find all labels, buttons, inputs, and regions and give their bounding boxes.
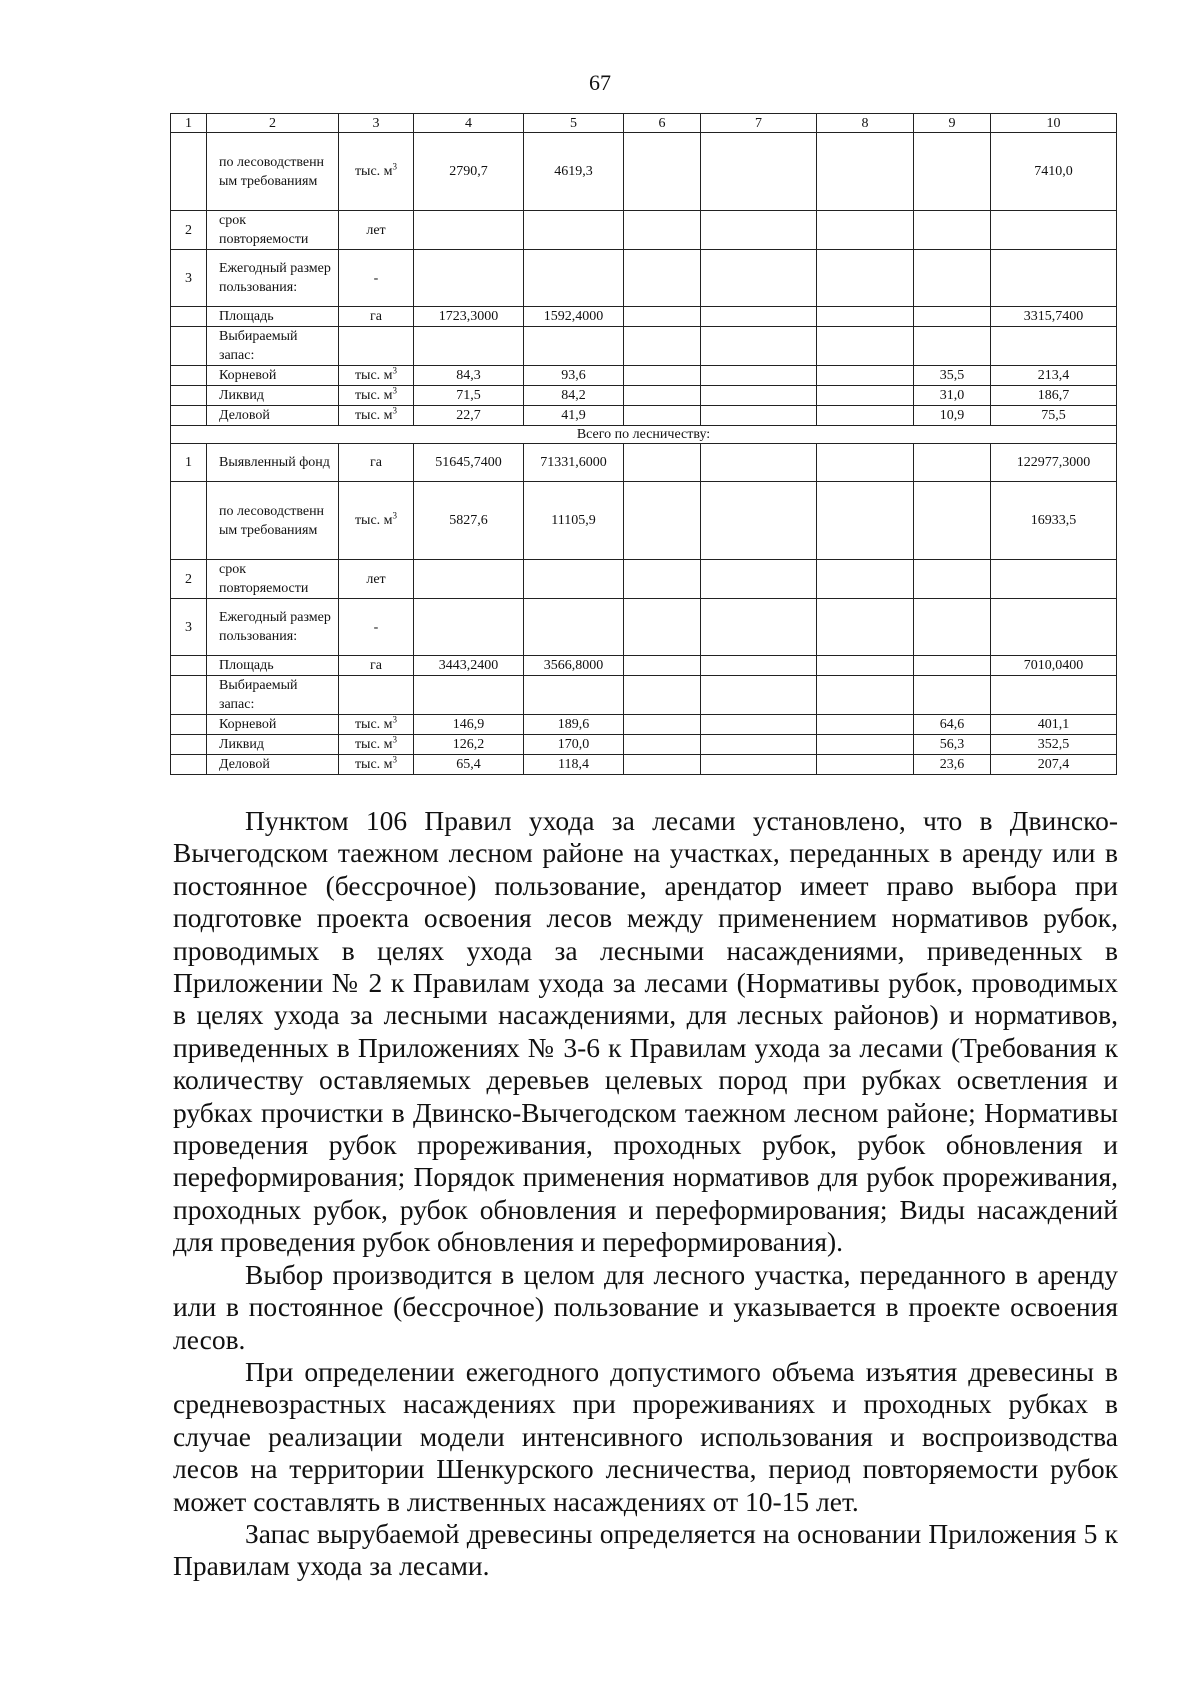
empty-cell-col6 [624, 676, 701, 715]
value-cell-col5: 170,0 [524, 735, 624, 755]
value-cell-col10 [991, 676, 1117, 715]
empty-cell-col7 [701, 755, 817, 775]
unit-cell [339, 482, 414, 560]
empty-cell-col7 [701, 211, 817, 250]
empty-cell-col8 [817, 406, 914, 426]
indicator-name-cell: по лесоводственн ым требованиям [207, 133, 339, 211]
row-number-cell: 2 [171, 560, 207, 599]
value-cell-col4: 3443,2400 [414, 656, 524, 676]
body-text [173, 805, 1118, 1583]
unit-text: - [373, 270, 379, 286]
value-cell-col9 [914, 327, 991, 366]
indicator-name-cell: Ликвид [207, 735, 339, 755]
value-cell-col10: 122977,3000 [991, 444, 1117, 482]
unit-cell [339, 211, 414, 250]
value-cell-col4: 51645,7400 [414, 444, 524, 482]
row-number-cell [171, 676, 207, 715]
row-number-cell [171, 755, 207, 775]
empty-cell-col6 [624, 386, 701, 406]
value-cell-col10: 75,5 [991, 406, 1117, 426]
empty-cell-col7 [701, 444, 817, 482]
indicator-name-cell: Площадь [207, 307, 339, 327]
value-cell-col9 [914, 211, 991, 250]
empty-cell-col8 [817, 676, 914, 715]
empty-cell-col7 [701, 656, 817, 676]
header-cell-4: 4 [414, 114, 524, 133]
unit-text: лет [366, 222, 386, 238]
value-cell-col4: 5827,6 [414, 482, 524, 560]
empty-cell-col7 [701, 307, 817, 327]
value-cell-col5 [524, 250, 624, 307]
value-cell-col5: 71331,6000 [524, 444, 624, 482]
empty-cell-col6 [624, 735, 701, 755]
empty-cell-col7 [701, 366, 817, 386]
empty-cell-col8 [817, 599, 914, 656]
empty-cell-col6 [624, 482, 701, 560]
table-row [171, 366, 1117, 386]
table-row [171, 656, 1117, 676]
header-cell-8: 8 [817, 114, 914, 133]
value-cell-col9 [914, 133, 991, 211]
unit-cell [339, 444, 414, 482]
empty-cell-col8 [817, 656, 914, 676]
empty-cell-col6 [624, 366, 701, 386]
table-row [171, 676, 1117, 715]
unit-superscript: 3 [392, 714, 398, 725]
row-number-cell [171, 715, 207, 735]
row-number-cell: 3 [171, 250, 207, 307]
header-cell-9: 9 [914, 114, 991, 133]
unit-text: тыс. м [354, 757, 393, 772]
table-row [171, 307, 1117, 327]
unit-cell [339, 133, 414, 211]
indicator-name-cell: Ежегодный размер пользования: [207, 599, 339, 656]
value-cell-col10 [991, 250, 1117, 307]
unit-cell [339, 406, 414, 426]
value-cell-col4: 22,7 [414, 406, 524, 426]
value-cell-col9 [914, 560, 991, 599]
empty-cell-col6 [624, 307, 701, 327]
empty-cell-col8 [817, 444, 914, 482]
table-row [171, 327, 1117, 366]
unit-cell [339, 755, 414, 775]
row-number-cell [171, 386, 207, 406]
table-row [171, 133, 1117, 211]
forest-use-table [170, 113, 1116, 775]
value-cell-col5 [524, 560, 624, 599]
value-cell-col10: 3315,7400 [991, 307, 1117, 327]
indicator-name-cell: Корневой [207, 715, 339, 735]
value-cell-col10: 16933,5 [991, 482, 1117, 560]
value-cell-col9 [914, 482, 991, 560]
header-cell-2: 2 [207, 114, 339, 133]
value-cell-col5 [524, 327, 624, 366]
value-cell-col9: 23,6 [914, 755, 991, 775]
empty-cell-col6 [624, 406, 701, 426]
value-cell-col9 [914, 656, 991, 676]
table-row [171, 735, 1117, 755]
empty-cell-col6 [624, 327, 701, 366]
value-cell-col10 [991, 560, 1117, 599]
header-cell-5: 5 [524, 114, 624, 133]
empty-cell-col8 [817, 735, 914, 755]
row-number-cell: 3 [171, 599, 207, 656]
value-cell-col9 [914, 444, 991, 482]
unit-text: га [370, 455, 382, 470]
value-cell-col10 [991, 599, 1117, 656]
empty-cell-col6 [624, 656, 701, 676]
unit-superscript: 3 [392, 365, 398, 376]
unit-superscript: 3 [392, 405, 398, 416]
empty-cell-col8 [817, 133, 914, 211]
empty-cell-col7 [701, 676, 817, 715]
value-cell-col4 [414, 327, 524, 366]
unit-text: тыс. м [354, 368, 393, 383]
indicator-name-cell: Ежегодный размер пользования: [207, 250, 339, 307]
table-header-row [171, 114, 1117, 133]
value-cell-col9: 10,9 [914, 406, 991, 426]
section-row [171, 426, 1117, 444]
indicator-name-cell: Площадь [207, 656, 339, 676]
value-cell-col4: 1723,3000 [414, 307, 524, 327]
row-number-cell [171, 482, 207, 560]
value-cell-col5: 11105,9 [524, 482, 624, 560]
empty-cell-col6 [624, 133, 701, 211]
value-cell-col9: 64,6 [914, 715, 991, 735]
value-cell-col4 [414, 560, 524, 599]
value-cell-col5 [524, 676, 624, 715]
empty-cell-col7 [701, 133, 817, 211]
table-row [171, 482, 1117, 560]
value-cell-col4 [414, 599, 524, 656]
value-cell-col4 [414, 211, 524, 250]
empty-cell-col7 [701, 327, 817, 366]
page-number: 67 [589, 70, 611, 95]
unit-text: тыс. м [354, 164, 393, 179]
value-cell-col5: 93,6 [524, 366, 624, 386]
unit-text: тыс. м [354, 737, 393, 752]
row-number-cell [171, 656, 207, 676]
row-number-cell [171, 133, 207, 211]
empty-cell-col8 [817, 307, 914, 327]
table-row [171, 755, 1117, 775]
indicator-name-cell: Деловой [207, 755, 339, 775]
value-cell-col4: 84,3 [414, 366, 524, 386]
empty-cell-col8 [817, 366, 914, 386]
value-cell-col5: 41,9 [524, 406, 624, 426]
empty-cell-col8 [817, 250, 914, 307]
empty-cell-col7 [701, 386, 817, 406]
value-cell-col10 [991, 211, 1117, 250]
value-cell-col9 [914, 307, 991, 327]
empty-cell-col6 [624, 599, 701, 656]
unit-text: тыс. м [354, 717, 393, 732]
unit-text: га [370, 658, 382, 673]
indicator-name-cell: Корневой [207, 366, 339, 386]
value-cell-col5: 3566,8000 [524, 656, 624, 676]
value-cell-col9 [914, 599, 991, 656]
empty-cell-col7 [701, 715, 817, 735]
empty-cell-col6 [624, 715, 701, 735]
empty-cell-col8 [817, 386, 914, 406]
empty-cell-col7 [701, 560, 817, 599]
value-cell-col5: 84,2 [524, 386, 624, 406]
paragraph: Выбор производится в целом для лесного участка, переданного в аренду или в постоянное (бессрочное) пользование и указывается в проекте освоения лесов. [173, 1258, 1118, 1355]
table-row [171, 386, 1117, 406]
value-cell-col9 [914, 676, 991, 715]
value-cell-col10: 213,4 [991, 366, 1117, 386]
unit-superscript: 3 [392, 734, 398, 745]
paragraph: Запас вырубаемой древесины определяется на основании Приложения 5 к Правилам ухода за лесами. [173, 1517, 1118, 1582]
table-row [171, 211, 1117, 250]
table-row [171, 406, 1117, 426]
row-number-cell [171, 327, 207, 366]
unit-cell [339, 366, 414, 386]
empty-cell-col8 [817, 715, 914, 735]
unit-cell [339, 656, 414, 676]
unit-cell [339, 715, 414, 735]
empty-cell-col7 [701, 482, 817, 560]
table-row [171, 560, 1117, 599]
row-number-cell [171, 307, 207, 327]
empty-cell-col8 [817, 755, 914, 775]
value-cell-col10: 352,5 [991, 735, 1117, 755]
value-cell-col5: 4619,3 [524, 133, 624, 211]
unit-text: тыс. м [354, 388, 393, 403]
unit-cell [339, 599, 414, 656]
unit-cell [339, 560, 414, 599]
value-cell-col9 [914, 250, 991, 307]
value-cell-col9: 31,0 [914, 386, 991, 406]
indicator-name-cell: Деловой [207, 406, 339, 426]
indicator-name-cell: Ликвид [207, 386, 339, 406]
row-number-cell [171, 406, 207, 426]
unit-cell [339, 327, 414, 366]
empty-cell-col6 [624, 250, 701, 307]
value-cell-col5: 189,6 [524, 715, 624, 735]
unit-superscript: 3 [392, 161, 398, 172]
unit-text: - [373, 619, 379, 635]
unit-cell [339, 676, 414, 715]
value-cell-col4: 126,2 [414, 735, 524, 755]
value-cell-col5 [524, 599, 624, 656]
indicator-name-cell: Выбираемый запас: [207, 676, 339, 715]
empty-cell-col8 [817, 560, 914, 599]
empty-cell-col8 [817, 327, 914, 366]
indicator-name-cell: срок повторяемости [207, 560, 339, 599]
unit-text: тыс. м [354, 513, 393, 528]
value-cell-col4 [414, 250, 524, 307]
indicator-name-cell: по лесоводственн ым требованиям [207, 482, 339, 560]
value-cell-col4: 65,4 [414, 755, 524, 775]
unit-cell [339, 735, 414, 755]
row-number-cell: 2 [171, 211, 207, 250]
unit-text: га [370, 309, 382, 324]
unit-superscript: 3 [392, 385, 398, 396]
empty-cell-col6 [624, 444, 701, 482]
header-cell-3: 3 [339, 114, 414, 133]
unit-superscript: 3 [392, 754, 398, 765]
unit-superscript: 3 [392, 510, 398, 521]
value-cell-col10: 7410,0 [991, 133, 1117, 211]
paragraph: Пунктом 106 Правил ухода за лесами установлено, что в Двинско-Вычегодском таежном лесном районе на участках, переданных в аренду или в постоянное (бессрочное) пользование, арендатор имеет право выбора при подготовке проекта освоения лесов между применением нормативов рубок, проводимых в целях ухода за лесными насаждениями, приведенных в Приложении № 2 к Правилам ухода за лесами (Нормативы рубок, проводимых в целях ухода за лесными насаждениями, для лесных районов) и нормативов, приведенных в Приложениях № 3-6 к Правилам ухода за лесами (Требования к количеству оставляемых деревьев целевых пород при рубках осветления и рубках прочистки в Двинско-Вычегодском таежном лесном районе; Нормативы проведения рубок прореживания, проходных рубок, рубок обновления и переформирования; Порядок применения нормативов для рубок прореживания, проходных рубок, рубок обновления и переформирования; Виды насаждений для проведения рубок обновления и переформирования). [173, 805, 1118, 1258]
header-cell-6: 6 [624, 114, 701, 133]
value-cell-col10: 401,1 [991, 715, 1117, 735]
unit-cell [339, 307, 414, 327]
value-cell-col4: 146,9 [414, 715, 524, 735]
unit-cell [339, 386, 414, 406]
header-cell-10: 10 [991, 114, 1117, 133]
empty-cell-col6 [624, 560, 701, 599]
section-label: Всего по лесничеству: [171, 426, 1117, 444]
value-cell-col9: 35,5 [914, 366, 991, 386]
table-row [171, 250, 1117, 307]
empty-cell-col6 [624, 211, 701, 250]
value-cell-col10: 7010,0400 [991, 656, 1117, 676]
table-row [171, 599, 1117, 656]
table-row [171, 715, 1117, 735]
value-cell-col10: 207,4 [991, 755, 1117, 775]
empty-cell-col7 [701, 599, 817, 656]
empty-cell-col7 [701, 735, 817, 755]
unit-text: лет [366, 571, 386, 587]
header-cell-1: 1 [171, 114, 207, 133]
value-cell-col4: 2790,7 [414, 133, 524, 211]
indicator-name-cell: Выявленный фонд [207, 444, 339, 482]
empty-cell-col6 [624, 755, 701, 775]
indicator-name-cell: срок повторяемости [207, 211, 339, 250]
value-cell-col9: 56,3 [914, 735, 991, 755]
indicator-name-cell: Выбираемый запас: [207, 327, 339, 366]
row-number-cell: 1 [171, 444, 207, 482]
value-cell-col4 [414, 676, 524, 715]
value-cell-col4: 71,5 [414, 386, 524, 406]
row-number-cell [171, 366, 207, 386]
value-cell-col5: 1592,4000 [524, 307, 624, 327]
value-cell-col5 [524, 211, 624, 250]
unit-cell [339, 250, 414, 307]
value-cell-col10 [991, 327, 1117, 366]
empty-cell-col7 [701, 250, 817, 307]
header-cell-7: 7 [701, 114, 817, 133]
row-number-cell [171, 735, 207, 755]
value-cell-col10: 186,7 [991, 386, 1117, 406]
paragraph: При определении ежегодного допустимого объема изъятия древесины в средневозрастных насаждениях при прореживаниях и проходных рубках в случае реализации модели интенсивного использования и воспроизводства лесов на территории Шенкурского лесничества, период повторяемости рубок может составлять в лиственных насаждениях от 10-15 лет. [173, 1355, 1118, 1517]
empty-cell-col7 [701, 406, 817, 426]
value-cell-col5: 118,4 [524, 755, 624, 775]
table-row [171, 444, 1117, 482]
unit-text: тыс. м [354, 408, 393, 423]
empty-cell-col8 [817, 211, 914, 250]
empty-cell-col8 [817, 482, 914, 560]
